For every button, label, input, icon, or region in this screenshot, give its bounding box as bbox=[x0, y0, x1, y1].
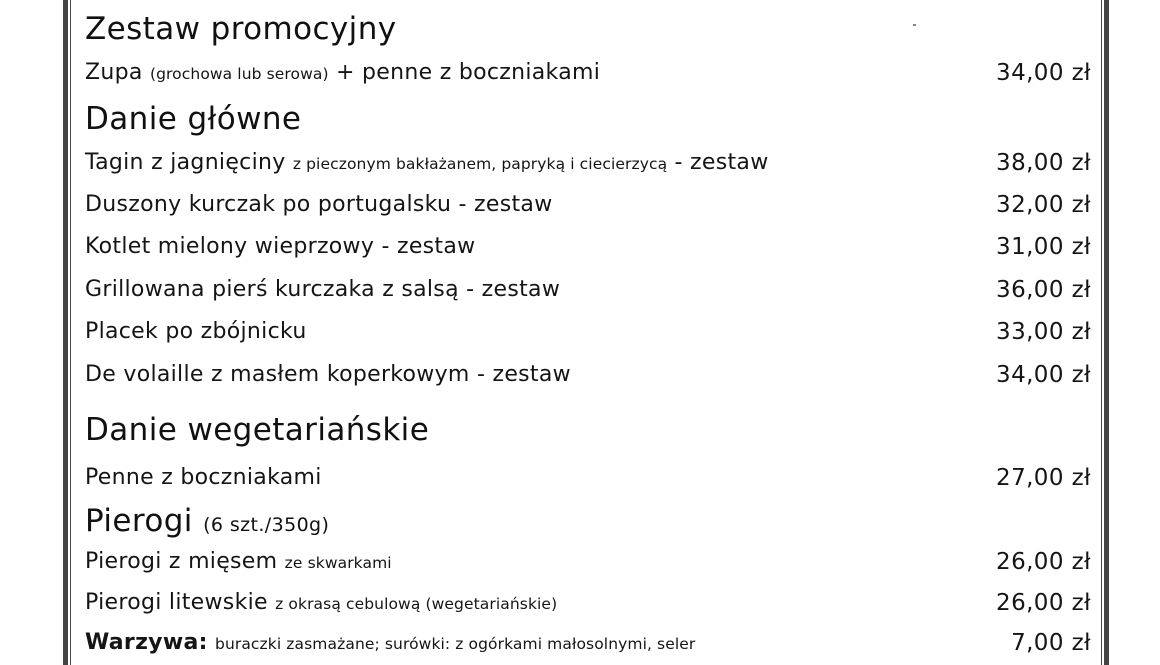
menu-item-name: Placek po zbójnicku bbox=[85, 319, 307, 344]
item-name-text: Pierogi litewskie bbox=[85, 590, 268, 615]
item-name-text: Zupa bbox=[85, 60, 143, 85]
menu-item-name: Duszony kurczak po portugalsku - zestaw bbox=[85, 192, 553, 217]
item-price: 36,00 zł bbox=[996, 277, 1091, 303]
menu-item-name bbox=[85, 150, 769, 175]
item-label: Warzywa: bbox=[85, 630, 208, 655]
item-price: 7,00 zł bbox=[1011, 630, 1091, 656]
section-title-pierogi bbox=[85, 503, 329, 539]
menu-item-kurczak-portugalsku bbox=[85, 192, 1091, 224]
item-note: ze skwarkami bbox=[284, 554, 392, 572]
item-price: 26,00 zł bbox=[996, 549, 1091, 575]
item-suffix: + penne z boczniakami bbox=[335, 60, 601, 85]
menu-item-name: De volaille z masłem koperkowym - zestaw bbox=[85, 362, 571, 387]
item-price: 34,00 zł bbox=[996, 60, 1091, 86]
menu-item-name: Penne z boczniakami bbox=[85, 465, 322, 490]
item-price: 26,00 zł bbox=[996, 590, 1091, 616]
section-title-main: Danie główne bbox=[85, 101, 302, 137]
menu-item-pierogi-litewskie bbox=[85, 590, 1091, 622]
menu-item-warzywa bbox=[85, 630, 1091, 662]
menu-item-name bbox=[85, 590, 557, 615]
menu-item-name bbox=[85, 60, 600, 85]
item-note: z pieczonym bakłażanem, papryką i ciecierzycą bbox=[292, 155, 668, 173]
item-name-text: Pierogi z mięsem bbox=[85, 549, 278, 574]
menu-item-name: Kotlet mielony wieprzowy - zestaw bbox=[85, 234, 476, 259]
menu-item-de-volaille bbox=[85, 362, 1091, 394]
menu-item-piers-kurczaka bbox=[85, 277, 1091, 309]
item-note: z okrasą cebulową (wegetariańskie) bbox=[275, 595, 558, 613]
item-note: buraczki zasmażane; surówki: z ogórkami małosolnymi, seler bbox=[215, 635, 696, 653]
menu-item-placek bbox=[85, 319, 1091, 351]
speck bbox=[913, 24, 916, 26]
menu-item-tagin bbox=[85, 150, 1091, 182]
menu-item-name bbox=[85, 549, 392, 574]
item-suffix: - zestaw bbox=[674, 150, 769, 175]
item-price: 32,00 zł bbox=[996, 192, 1091, 218]
menu-item-promo-zupa bbox=[85, 60, 1091, 92]
menu-item-pierogi-mieso bbox=[85, 549, 1091, 581]
item-price: 38,00 zł bbox=[996, 150, 1091, 176]
section-title-note: (6 szt./350g) bbox=[203, 514, 330, 536]
item-price: 33,00 zł bbox=[996, 319, 1091, 345]
menu-item-kotlet-mielony bbox=[85, 234, 1091, 266]
item-price: 34,00 zł bbox=[996, 362, 1091, 388]
section-title-text: Pierogi bbox=[85, 503, 193, 539]
menu-item-penne bbox=[85, 465, 1091, 497]
item-price: 31,00 zł bbox=[996, 234, 1091, 260]
item-name-text: Tagin z jagnięciny bbox=[85, 150, 286, 175]
item-price: 27,00 zł bbox=[996, 465, 1091, 491]
section-title-veg: Danie wegetariańskie bbox=[85, 412, 430, 448]
section-title-promo: Zestaw promocyjny bbox=[85, 11, 397, 47]
menu-item-name: Grillowana pierś kurczaka z salsą - zestaw bbox=[85, 277, 561, 302]
item-note: (grochowa lub serowa) bbox=[149, 65, 329, 83]
menu-item-name bbox=[85, 630, 695, 655]
